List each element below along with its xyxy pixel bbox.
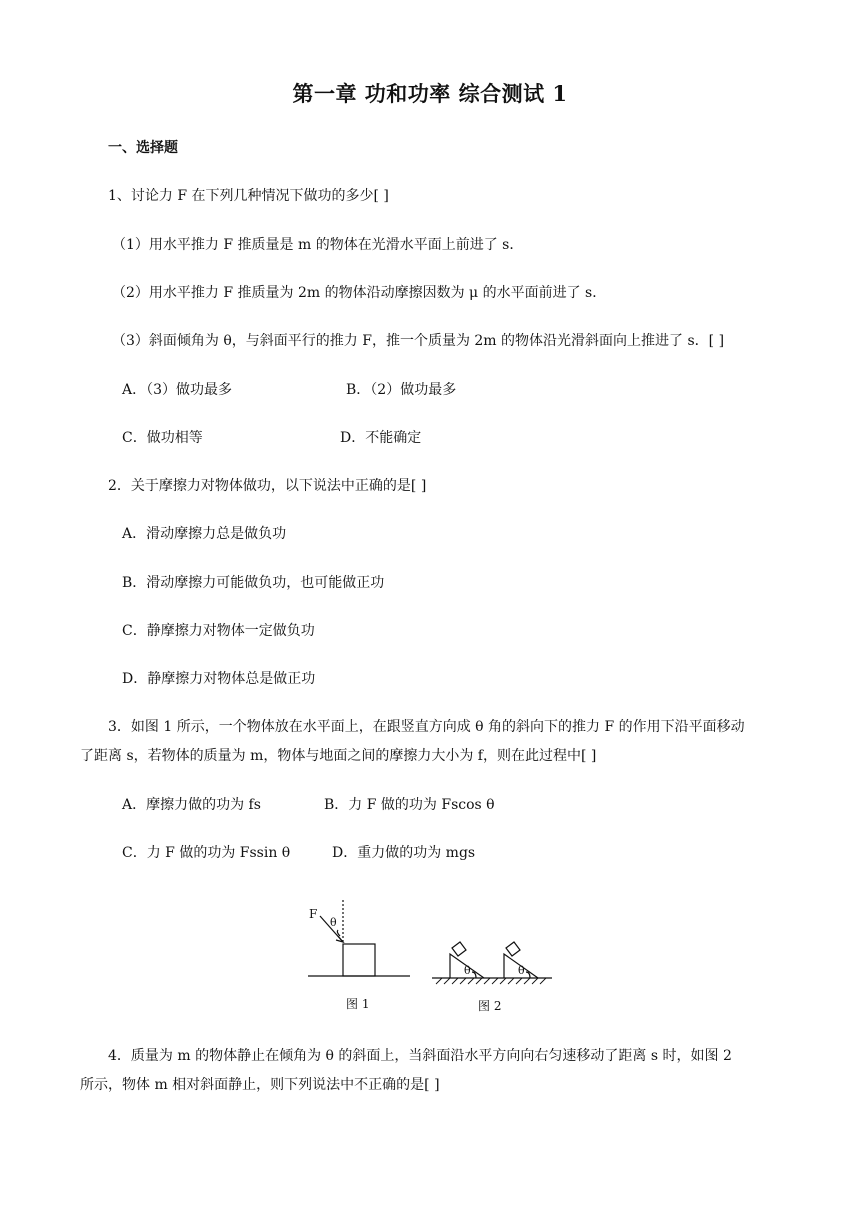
- question-2-option-c: C．静摩擦力对物体一定做负功: [122, 623, 315, 639]
- question-3-stem-line-2: 了距离 s，若物体的质量为 m，物体与地面之间的摩擦力大小为 f，则在此过程中[ ]: [80, 748, 597, 764]
- page-title: 第一章 功和功率 综合测试 1: [292, 81, 568, 106]
- question-1-case-1: （1）用水平推力 F 推质量是 m 的物体在光滑水平面上前进了 s．: [112, 237, 524, 253]
- question-2-option-a: A．滑动摩擦力总是做负功: [122, 526, 287, 542]
- question-1-option-b: B．（2）做功最多: [346, 382, 457, 398]
- figure-2-caption: 图 2: [478, 999, 502, 1013]
- question-3-option-b: B．力 F 做的功为 Fscos θ: [324, 797, 495, 813]
- figure-1-caption: 图 1: [346, 997, 370, 1011]
- figure-1-force-arrowhead: [336, 936, 343, 942]
- question-3-option-d: D．重力做的功为 mgs: [332, 845, 476, 861]
- question-1-case-2: （2）用水平推力 F 推质量为 2m 的物体沿动摩擦因数为 μ 的水平面前进了 s．: [112, 285, 607, 301]
- figure-2-ground-hatching: [436, 978, 546, 984]
- question-4-stem-line-1: 4．质量为 m 的物体静止在倾角为 θ 的斜面上，当斜面沿水平方向向右匀速移动了距离 s 时，如图 2: [108, 1048, 732, 1064]
- question-3-stem-line-1: 3．如图 1 所示，一个物体放在水平面上，在跟竖直方向成 θ 角的斜向下的推力 F 的作用下沿平面移动: [108, 719, 745, 735]
- question-1-option-d: D．不能确定: [340, 430, 422, 446]
- figure-1-angle-arc: [337, 930, 340, 936]
- figure-2-diagram: [432, 942, 552, 984]
- figure-2-angle-arc-right: [526, 972, 530, 978]
- question-1-stem: 1、讨论力 F 在下列几种情况下做功的多少[ ]: [108, 188, 389, 204]
- figure-2-block-left: [452, 942, 466, 956]
- figure-2-block-right: [506, 942, 520, 956]
- question-3-option-c: C．力 F 做的功为 Fssin θ: [122, 845, 291, 861]
- question-1-case-3: （3）斜面倾角为 θ，与斜面平行的推力 F，推一个质量为 2m 的物体沿光滑斜面向上推进了 s．[ ]: [112, 333, 725, 349]
- figures-drawing: [300, 898, 560, 1018]
- question-2-stem: 2．关于摩擦力对物体做功，以下说法中正确的是[ ]: [108, 478, 427, 494]
- question-2-option-d: D．静摩擦力对物体总是做正功: [122, 671, 316, 687]
- figure-1-theta-label: θ: [330, 916, 337, 929]
- question-1-option-c: C．做功相等: [122, 430, 203, 446]
- question-2-option-b: B．滑动摩擦力可能做负功，也可能做正功: [122, 575, 385, 591]
- figure-2-angle-arc-left: [472, 972, 476, 978]
- figure-2-theta-label-left: θ: [464, 964, 471, 977]
- figure-1-block: [343, 944, 375, 976]
- section-heading: 一、选择题: [108, 140, 178, 156]
- question-4-stem-line-2: 所示，物体 m 相对斜面静止，则下列说法中不正确的是[ ]: [80, 1077, 440, 1093]
- figure-2-theta-label-right: θ: [518, 964, 525, 977]
- physics-figures: [300, 898, 560, 1018]
- question-1-option-a: A．（3）做功最多: [122, 382, 233, 398]
- figure-1-force-label: F: [309, 907, 318, 921]
- figure-1-diagram: [308, 900, 410, 976]
- question-3-option-a: A．摩擦力做的功为 fs: [122, 797, 261, 813]
